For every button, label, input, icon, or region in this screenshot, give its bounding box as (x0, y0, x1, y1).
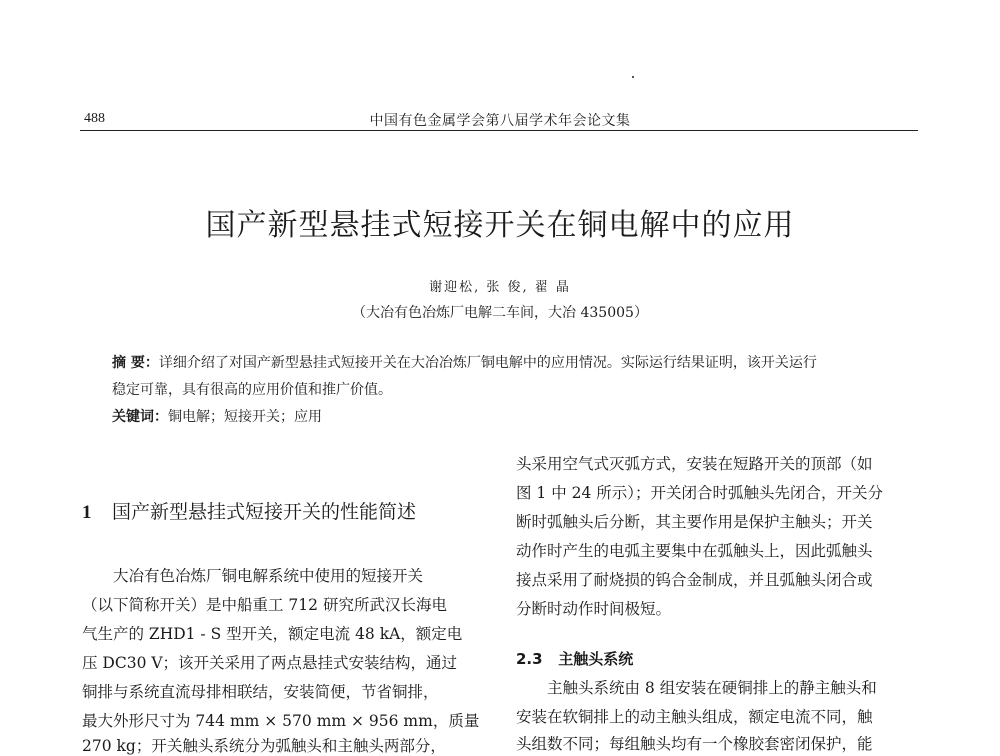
right-paragraph-line: 安装在软铜排上的动主触头组成，额定电流不同，触 (516, 708, 873, 726)
section-1-title: 国产新型悬挂式短接开关的性能简述 (112, 501, 417, 523)
running-header: 中国有色金属学会第八届学术年会论文集 (369, 113, 631, 129)
subsection-2-3-heading (516, 648, 633, 669)
left-paragraph-line: 270 kg；开关触头系统分为弧触头和主触头两部分， (82, 737, 446, 755)
keywords-text: 铜电解；短接开关；应用 (168, 409, 322, 425)
left-paragraph-line: 最大外形尺寸为 744 mm × 570 mm × 956 mm，质量 (82, 712, 480, 730)
subsection-title: 主触头系统 (558, 650, 634, 668)
left-paragraph-line: （以下简称开关）是中船重工 712 研究所武汉长海电 (82, 596, 447, 614)
right-paragraph-line: 断时弧触头后分断，其主要作用是保护主触头；开关 (516, 513, 873, 531)
left-paragraph-line: 大冶有色冶炼厂铜电解系统中使用的短接开关 (82, 567, 424, 585)
page-number: 488 (84, 111, 105, 126)
right-paragraph-line: 主触头系统由 8 组安装在硬铜排上的静主触头和 (516, 679, 877, 697)
abstract-line-1 (112, 352, 817, 372)
right-paragraph-line: 头采用空气式灭弧方式，安装在短路开关的顶部（如 (516, 455, 873, 473)
scan-speck (632, 76, 634, 78)
left-paragraph-line: 压 DC30 V；该开关采用了两点悬挂式安装结构，通过 (82, 654, 458, 672)
left-paragraph-line: 铜排与系统直流母排相联结，安装简便，节省铜排， (82, 683, 439, 701)
affiliation: （大冶有色冶炼厂电解二车间，大冶 435005） (352, 305, 648, 321)
abstract-text: 详细介绍了对国产新型悬挂式短接开关在大冶冶炼厂铜电解中的应用情况。实际运行结果证明，该开关运行 (158, 355, 817, 371)
right-paragraph-line: 接点采用了耐烧损的钨合金制成，并且弧触头闭合或 (516, 571, 873, 589)
right-paragraph-line: 分断时动作时间极短。 (516, 600, 672, 618)
paper-title: 国产新型悬挂式短接开关在铜电解中的应用 (205, 208, 795, 243)
section-1-heading (82, 497, 416, 524)
abstract-label: 摘 要： (112, 355, 159, 371)
header-rule (80, 130, 918, 131)
right-paragraph-line: 图 1 中 24 所示）；开关闭合时弧触头先闭合，开关分 (516, 484, 884, 502)
keywords-line (112, 406, 322, 426)
keywords-label: 关键词： (112, 409, 168, 425)
left-paragraph-line: 气生产的 ZHD1 - S 型开关，额定电流 48 kA，额定电 (82, 625, 463, 643)
subsection-number: 2.3 (516, 650, 543, 668)
right-paragraph-line: 动作时产生的电弧主要集中在弧触头上，因此弧触头 (516, 542, 873, 560)
abstract-line-2: 稳定可靠，具有很高的应用价值和推广价值。 (112, 382, 392, 398)
authors: 谢迎松, 张 俊, 翟 晶 (429, 280, 571, 295)
section-1-number: 1 (82, 502, 92, 523)
right-paragraph-line: 头组数不同；每组触头均有一个橡胶套密闭保护，能 (516, 735, 873, 753)
